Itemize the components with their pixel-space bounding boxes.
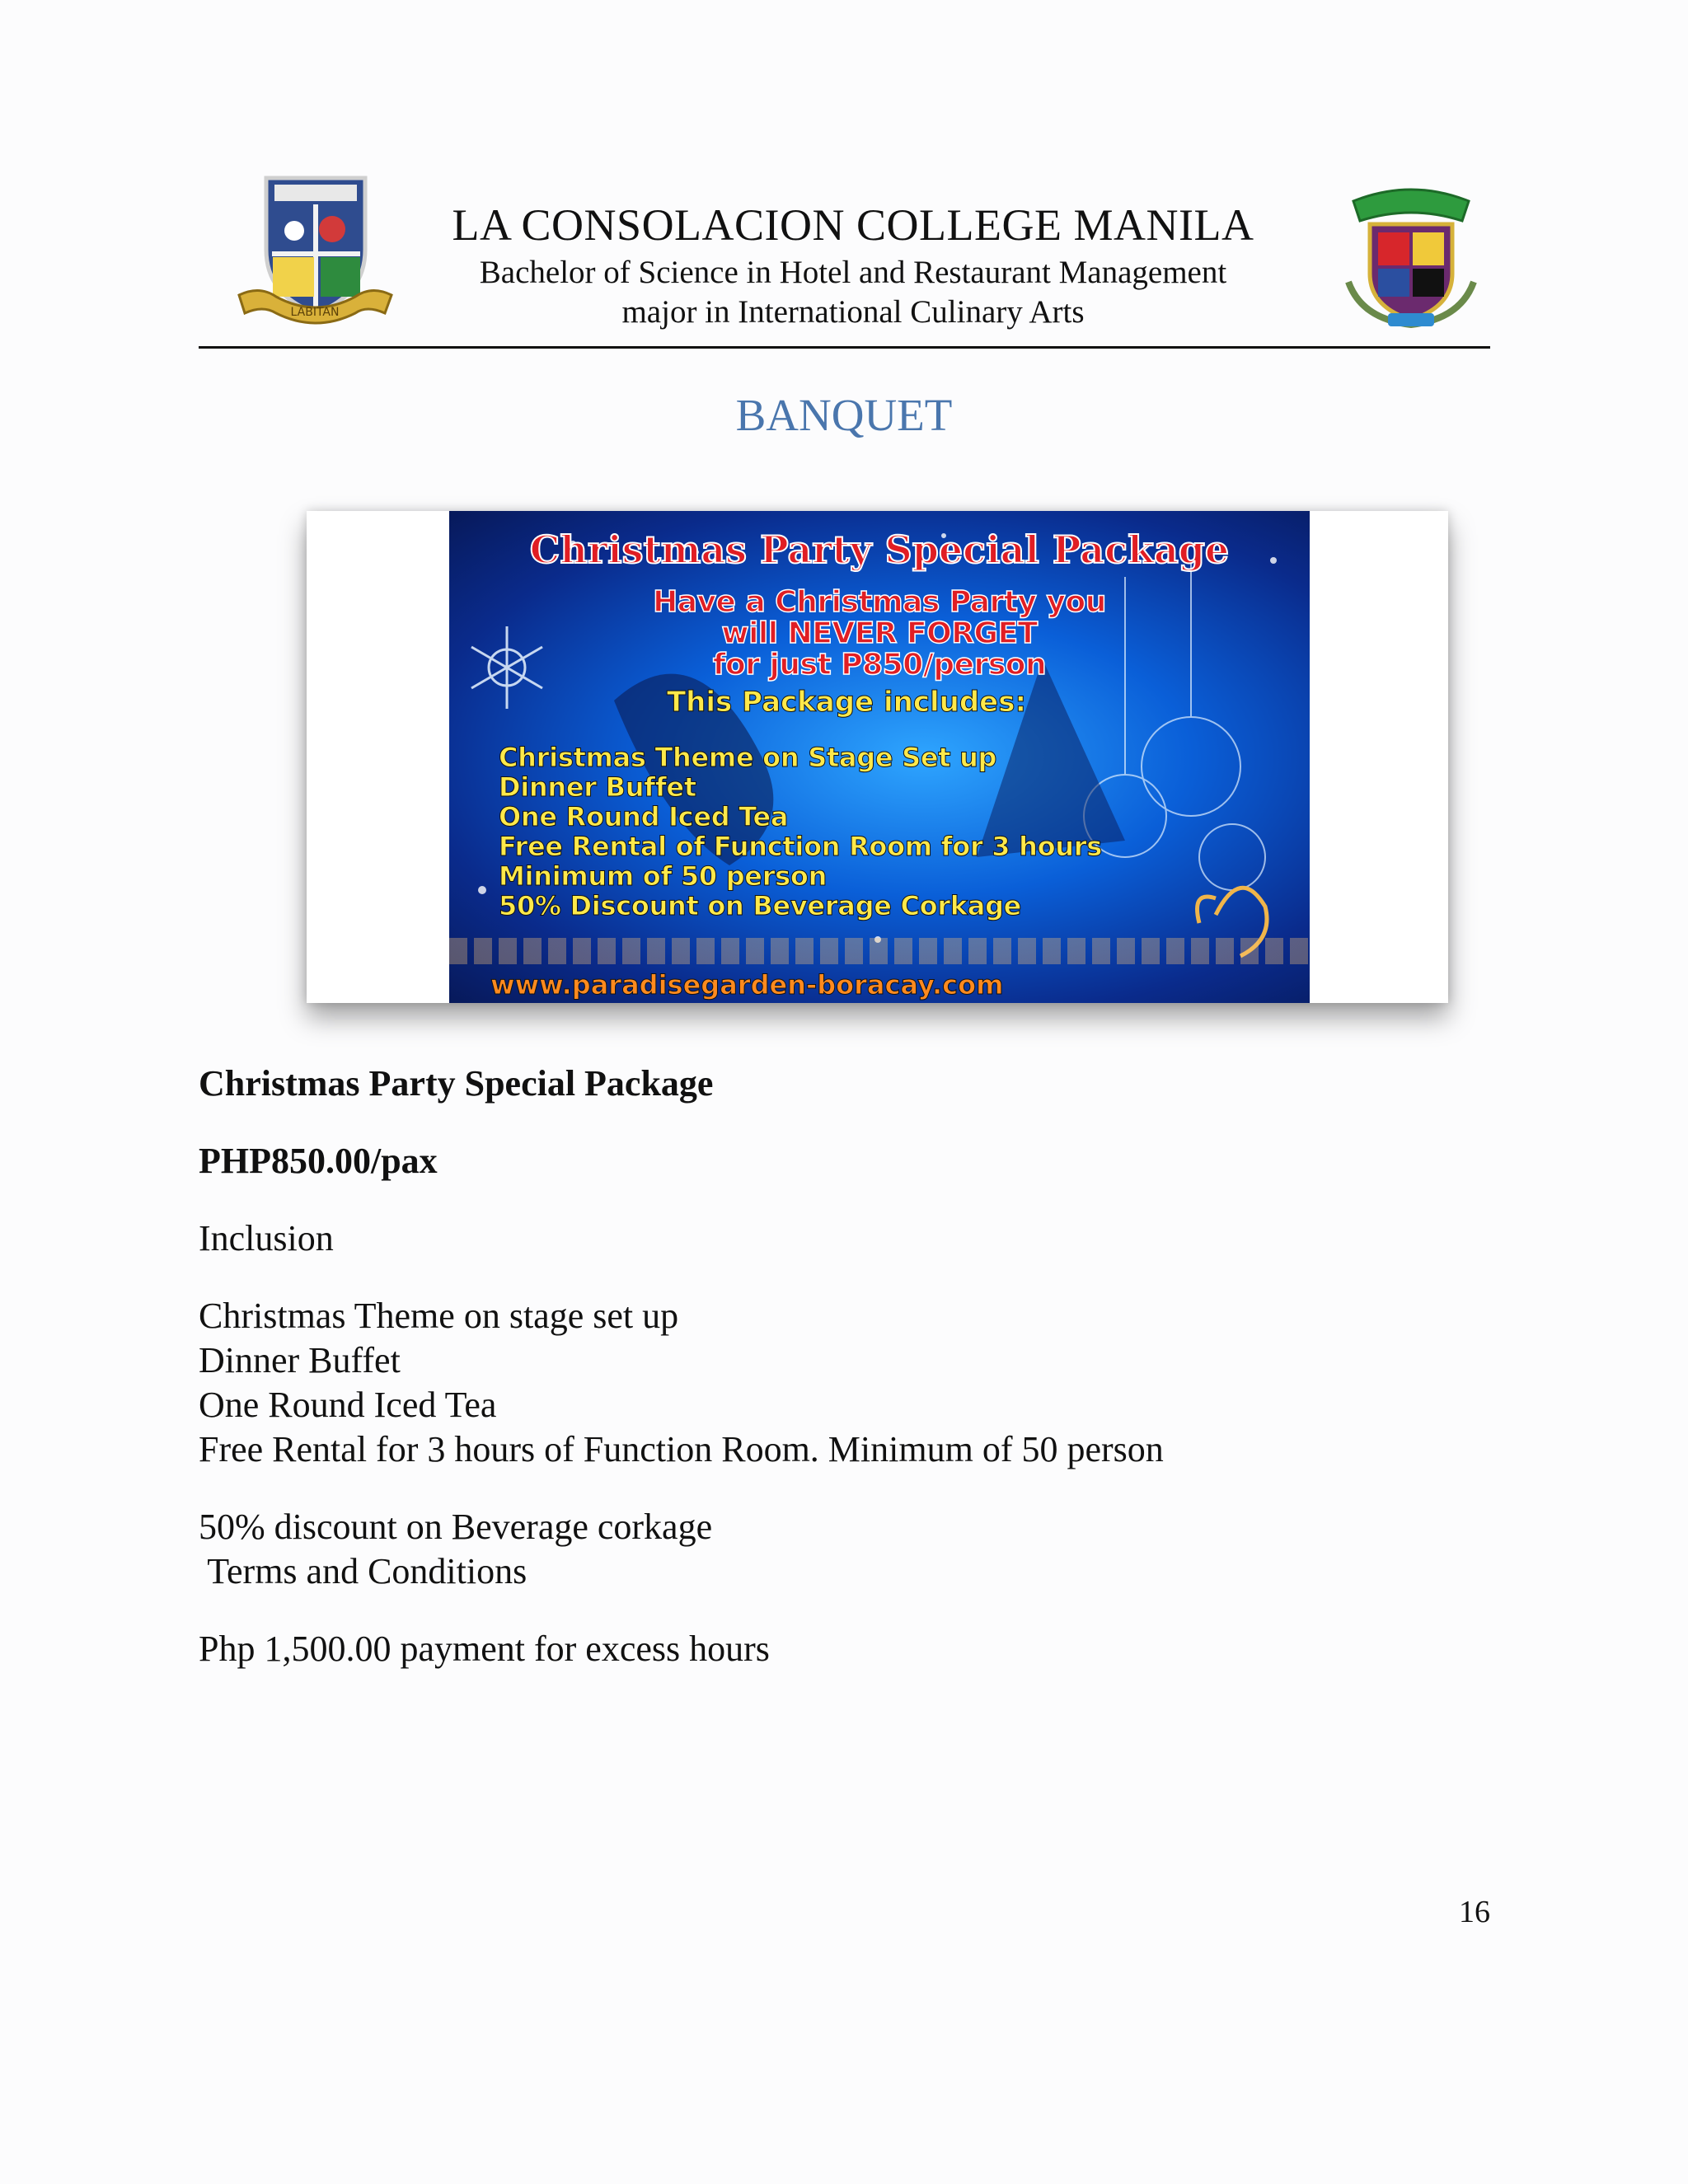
promo-image: [307, 511, 1448, 1003]
inclusion-label: Inclusion: [199, 1218, 334, 1258]
inclusion-item: One Round Iced Tea: [199, 1385, 497, 1425]
promo-title: Christmas Party Special Package: [529, 527, 1230, 572]
svg-text:LABITAN: LABITAN: [290, 306, 340, 319]
package-name: Christmas Party Special Package: [199, 1063, 714, 1104]
college-name: LA CONSOLACION COLLEGE MANILA: [452, 200, 1254, 250]
promo-item: Free Rental of Function Room for 3 hours: [499, 831, 1102, 862]
page-number: 16: [1459, 1895, 1490, 1929]
terms-label: Terms and Conditions: [199, 1551, 528, 1591]
promo-url: www.paradisegarden-boracay.com: [490, 969, 1004, 1001]
degree-line-1: Bachelor of Science in Hotel and Restaurant Management: [479, 255, 1227, 290]
promo-poster: [449, 511, 1310, 1003]
promo-item: Dinner Buffet: [499, 771, 696, 803]
department-crest-icon: [1345, 183, 1477, 330]
school-crest-icon: [235, 171, 396, 328]
excess-hours-text: Php 1,500.00 payment for excess hours: [199, 1629, 770, 1669]
inclusion-item: Christmas Theme on stage set up: [199, 1296, 679, 1336]
promo-includes-label: This Package includes:: [666, 686, 1027, 719]
package-price: PHP850.00/pax: [199, 1141, 438, 1181]
inclusion-item: Free Rental for 3 hours of Function Room. Minimum of 50 person: [199, 1429, 1164, 1469]
inclusion-item: Dinner Buffet: [199, 1340, 401, 1380]
promo-item: Minimum of 50 person: [499, 860, 828, 892]
promo-line-2: will NEVER FORGET: [721, 616, 1038, 650]
promo-fine-print: [449, 938, 1310, 964]
header-divider: [199, 346, 1490, 349]
degree-line-2: major in International Culinary Arts: [621, 294, 1085, 330]
promo-line-3: for just P850/person: [712, 648, 1047, 682]
promo-line-1: Have a Christmas Party you: [653, 585, 1106, 619]
section-title: BANQUET: [735, 390, 953, 440]
promo-item: 50% Discount on Beverage Corkage: [499, 890, 1022, 921]
promo-item: One Round Iced Tea: [499, 801, 789, 832]
promo-item: Christmas Theme on Stage Set up: [499, 742, 997, 773]
discount-text: 50% discount on Beverage corkage: [199, 1507, 713, 1547]
